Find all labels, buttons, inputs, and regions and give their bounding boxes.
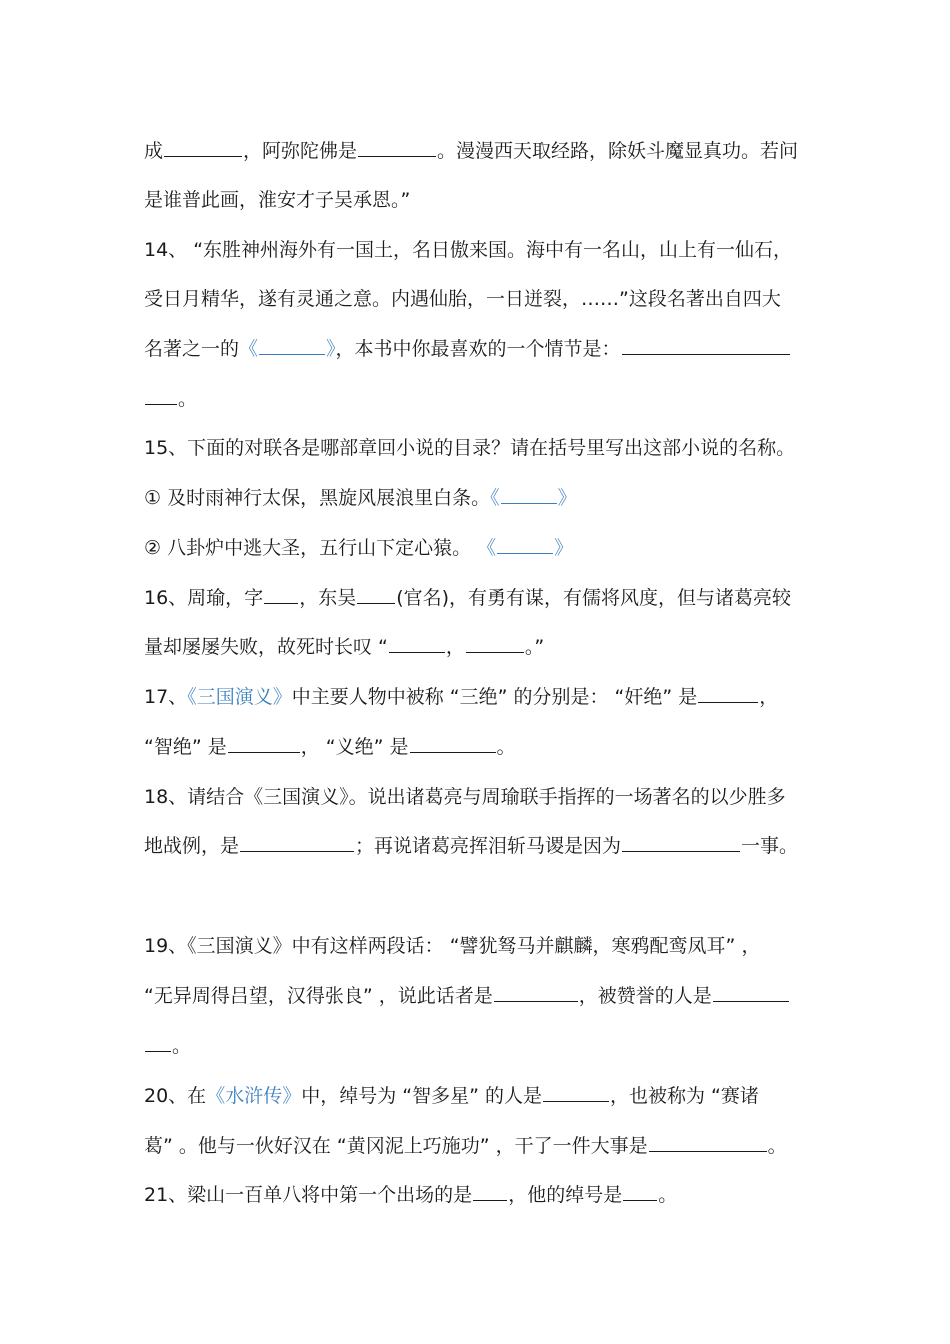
question-text: ② 八卦炉中逃大圣，五行山下定心猿。	[144, 537, 478, 559]
question-text: 中主要人物中被称 “三绝” 的分别是： “奸绝” 是	[291, 686, 698, 708]
question-text: 。	[178, 388, 198, 410]
answer-blank[interactable]	[240, 833, 354, 852]
text-line	[144, 684, 810, 710]
question-text: 。”	[524, 636, 545, 658]
question-text: 17、	[144, 686, 188, 708]
question-text: ；再说诸葛亮挥泪斩马谡是因为	[355, 835, 622, 857]
question-text: 。漫漫西天取经路，除妖斗魔显真功。若问	[437, 140, 799, 162]
answer-blank[interactable]	[497, 535, 553, 554]
book-title-text: 《三国演义》	[187, 686, 292, 708]
text-line	[144, 734, 810, 760]
answer-blank[interactable]	[649, 1133, 767, 1152]
answer-blank[interactable]	[698, 684, 758, 703]
answer-blank[interactable]	[357, 585, 395, 604]
answer-blank[interactable]	[623, 1182, 657, 1201]
answer-blank[interactable]	[228, 734, 300, 753]
text-line	[144, 435, 810, 461]
answer-blank[interactable]	[389, 634, 445, 653]
question-text: ，本书中你最喜欢的一个情节是：	[335, 338, 621, 360]
text-line	[144, 585, 810, 611]
question-text: 14、 “东胜神州海外有一国土，名日傲来国。海中有一名山，山上有一仙石，	[144, 239, 793, 261]
question-text: 。	[767, 1135, 787, 1157]
text-line	[144, 187, 810, 213]
answer-blank[interactable]	[622, 336, 790, 355]
question-text: ，也被称为 “赛诸	[609, 1085, 759, 1107]
text-line	[144, 983, 810, 1009]
question-text: ，	[759, 686, 779, 708]
book-title-text: 《	[239, 338, 259, 360]
text-line	[144, 784, 810, 810]
text-line	[144, 1033, 810, 1059]
answer-blank[interactable]	[358, 138, 436, 157]
answer-blank[interactable]	[259, 336, 325, 355]
book-title-text: 》	[557, 487, 577, 509]
book-title-text: 《水浒传》	[206, 1085, 302, 1107]
text-line	[144, 485, 810, 511]
question-text: ，	[445, 636, 465, 658]
question-text: ， “义绝” 是	[300, 736, 409, 758]
answer-blank[interactable]	[410, 734, 496, 753]
question-text: 是谁普此画，淮安才子吴承恩。”	[144, 189, 411, 211]
question-text: (官名)，有勇有谋，有儒将风度，但与诸葛亮较	[396, 587, 792, 609]
book-title-text: 《	[477, 537, 497, 559]
question-text: 20、在	[144, 1085, 207, 1107]
question-text: 。	[172, 1035, 192, 1057]
question-text: 中，绰号为 “智多星” 的人是	[301, 1085, 542, 1107]
text-line	[144, 634, 810, 660]
question-text: ，东吴	[299, 587, 357, 609]
question-text: 一事。	[741, 835, 799, 857]
question-text: 地战例，是	[144, 835, 240, 857]
text-line	[144, 933, 810, 959]
question-text: 。	[658, 1184, 678, 1206]
text-line	[144, 1133, 810, 1159]
answer-blank[interactable]	[494, 983, 578, 1002]
text-line	[144, 833, 810, 859]
answer-blank[interactable]	[501, 485, 557, 504]
question-text: 19、《三国演义》中有这样两段话： “譬犹驽马并麒麟，寒鸦配鸾凤耳” ，	[144, 935, 761, 957]
question-text: 名著之一的	[144, 338, 240, 360]
answer-blank[interactable]	[473, 1182, 507, 1201]
question-text: 18、请结合《三国演义》。说出诸葛亮与周瑜联手指挥的一场著名的以少胜多	[144, 786, 786, 808]
text-line	[144, 336, 810, 362]
question-text: “无异周得吕望，汉得张良” ，说此话者是	[144, 985, 493, 1007]
answer-blank[interactable]	[543, 1083, 609, 1102]
question-text: ① 及时雨神行太保，黑旋风展浪里白条。	[144, 487, 491, 509]
question-text: ，阿弥陀佛是	[243, 140, 358, 162]
question-text: 葛” 。他与一伙好汉在 “黄冈泥上巧施功” ，干了一件大事是	[144, 1135, 648, 1157]
book-title-text: 《	[490, 487, 500, 509]
book-title-text: 》	[326, 338, 336, 360]
question-text: 成	[144, 140, 164, 162]
question-text: ，他的绰号是	[508, 1184, 623, 1206]
answer-blank[interactable]	[145, 386, 177, 405]
question-text: 21、梁山一百单八将中第一个出场的是	[144, 1184, 473, 1206]
answer-blank[interactable]	[466, 634, 524, 653]
text-line	[144, 535, 810, 561]
question-text: 受日月精华，遂有灵通之意。内遇仙胎，一日迸裂，……”这段名著出自四大	[144, 288, 781, 310]
text-line	[144, 237, 810, 263]
book-title-text: 》	[554, 537, 574, 559]
answer-blank[interactable]	[264, 585, 298, 604]
answer-blank[interactable]	[145, 1033, 171, 1052]
question-text: 16、周瑜，字	[144, 587, 264, 609]
text-line	[144, 1182, 810, 1208]
question-text: “智绝” 是	[144, 736, 227, 758]
text-line	[144, 138, 810, 164]
answer-blank[interactable]	[164, 138, 242, 157]
question-text: ，被赞誉的人是	[578, 985, 712, 1007]
answer-blank[interactable]	[622, 833, 740, 852]
question-text: 量却屡屡失败，故死时长叹 “	[144, 636, 388, 658]
text-line	[144, 286, 810, 312]
text-line	[144, 1083, 810, 1109]
answer-blank[interactable]	[713, 983, 789, 1002]
question-text: 。	[496, 736, 516, 758]
question-text: 15、下面的对联各是哪部章回小说的目录？请在括号里写出这部小说的名称。	[144, 437, 796, 459]
text-line	[144, 386, 810, 412]
